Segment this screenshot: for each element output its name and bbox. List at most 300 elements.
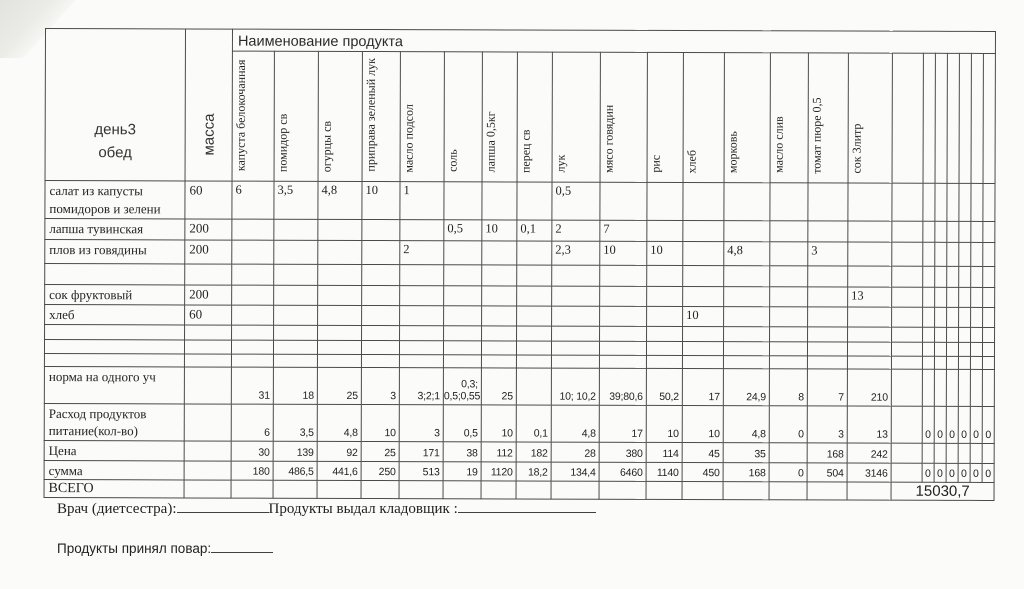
dish-value-cell xyxy=(362,264,400,285)
summary-value-cell: 168 xyxy=(807,443,847,463)
dish-value-cell xyxy=(274,240,318,264)
empty-cell xyxy=(935,287,947,307)
summary-extra-cell xyxy=(946,443,958,463)
product-column-header-7 xyxy=(517,52,552,182)
table-row xyxy=(44,480,994,501)
total-row-label: ВСЕГО xyxy=(44,480,184,498)
storekeeper-label: Продукты выдал кладовщик : xyxy=(268,501,458,517)
empty-cell xyxy=(892,222,923,242)
dish-value-cell xyxy=(847,356,891,369)
dish-value-cell xyxy=(517,241,552,265)
summary-value-cell: 1120 xyxy=(481,461,516,481)
dish-value-cell xyxy=(647,182,683,220)
summary-value-cell: 8 xyxy=(769,369,807,406)
dish-value-cell xyxy=(551,355,599,368)
empty-cell xyxy=(923,266,935,287)
dish-value-cell: 3,5 xyxy=(274,181,318,220)
empty-cell xyxy=(947,266,959,287)
dish-value-cell xyxy=(683,326,724,341)
dish-name-cell: плов из говядины xyxy=(45,239,185,263)
empty-cell xyxy=(958,356,970,369)
summary-extra-cell xyxy=(958,443,970,463)
dish-value-cell xyxy=(232,325,274,340)
empty-cell xyxy=(481,481,516,499)
summary-value-cell: 0,1 xyxy=(516,405,551,442)
summary-value-cell: 504 xyxy=(807,462,847,482)
empty-cell xyxy=(892,307,923,327)
empty-cell xyxy=(983,287,995,307)
dish-value-cell xyxy=(318,220,362,240)
summary-row-label: сумма xyxy=(44,460,184,480)
empty-cell xyxy=(922,342,934,356)
dish-value-cell xyxy=(517,182,552,220)
summary-extra-cell: 0 xyxy=(946,406,958,443)
dish-value-cell xyxy=(444,285,482,305)
empty-cell xyxy=(922,356,934,369)
summary-value-cell: 3 xyxy=(807,406,847,443)
empty-cell xyxy=(971,266,983,287)
product-column-header-rotated-label: мясо говядин xyxy=(601,104,616,173)
dish-value-cell xyxy=(848,242,892,266)
summary-extra-cell xyxy=(922,369,934,406)
empty-cell xyxy=(361,481,399,499)
dish-value-cell: 7 xyxy=(600,221,647,241)
empty-cell xyxy=(959,222,971,242)
summary-value-cell: 18 xyxy=(273,367,317,404)
empty-header-cell xyxy=(935,53,947,183)
dish-value-cell xyxy=(274,220,318,240)
empty-cell xyxy=(935,327,947,342)
empty-cell xyxy=(935,266,947,287)
summary-extra-cell xyxy=(934,369,946,406)
dish-value-cell xyxy=(683,183,724,222)
dish-value-cell xyxy=(400,264,444,285)
mass-value-cell xyxy=(185,325,232,340)
mass-value-cell: 200 xyxy=(185,219,232,239)
empty-cell xyxy=(959,183,971,221)
empty-cell xyxy=(947,327,959,342)
dish-value-cell xyxy=(482,182,517,220)
products-title-cell: Наименование продукта xyxy=(232,29,995,53)
summary-value-cell: 24,9 xyxy=(723,369,769,406)
dish-value-cell xyxy=(683,265,724,286)
dish-value-cell xyxy=(273,340,317,354)
summary-value-cell: 0,3; 0,5;0,55 xyxy=(443,368,481,405)
summary-value-cell: 242 xyxy=(847,443,891,463)
dish-value-cell xyxy=(600,182,647,221)
summary-value-cell: 6 xyxy=(231,404,273,441)
dish-value-cell xyxy=(682,355,723,368)
summary-extra-cell: 0 xyxy=(958,463,970,483)
dish-value-cell xyxy=(232,305,274,325)
empty-cell xyxy=(682,482,723,500)
summary-extra-cell xyxy=(891,463,922,483)
dish-value-cell xyxy=(770,307,808,327)
dish-value-cell xyxy=(683,221,724,241)
summary-value-cell: 38 xyxy=(443,442,481,462)
summary-extra-cell xyxy=(982,369,994,406)
dish-value-cell xyxy=(647,286,683,306)
empty-cell xyxy=(934,356,946,369)
summary-value-cell: 25 xyxy=(317,367,361,404)
summary-value-cell: 19 xyxy=(443,461,481,481)
empty-cell xyxy=(959,266,971,287)
empty-cell xyxy=(947,222,959,242)
dish-value-cell: 3 xyxy=(808,241,848,265)
dish-value-cell xyxy=(444,264,482,285)
table-row xyxy=(45,239,995,266)
table-row xyxy=(44,403,994,443)
dish-value-cell xyxy=(724,327,770,342)
empty-cell xyxy=(959,307,971,327)
dish-value-cell xyxy=(770,221,808,241)
dish-value-cell xyxy=(481,341,516,355)
dish-value-cell xyxy=(723,342,769,356)
dish-value-cell: 6 xyxy=(232,181,274,220)
dish-value-cell: 0,5 xyxy=(552,182,600,221)
summary-row-label: Расход продуктов питание(кол-во) xyxy=(44,403,184,441)
empty-cell xyxy=(769,482,807,500)
summary-value-cell: 441,6 xyxy=(317,461,361,481)
dish-value-cell xyxy=(444,306,482,326)
summary-extra-cell: 0 xyxy=(922,406,934,443)
product-column-header-12 xyxy=(724,53,770,183)
summary-value-cell: 0,5 xyxy=(443,405,481,442)
dish-value-cell xyxy=(723,356,769,369)
dish-value-cell: 2 xyxy=(400,240,444,264)
dish-value-cell xyxy=(552,306,600,326)
dish-value-cell xyxy=(232,285,274,305)
empty-cell xyxy=(807,482,847,500)
dish-value-cell xyxy=(647,326,683,341)
summary-value-cell: 486,5 xyxy=(273,461,317,481)
summary-value-cell: 450 xyxy=(682,462,723,482)
empty-cell xyxy=(959,287,971,307)
summary-value-cell: 250 xyxy=(361,461,399,481)
summary-extra-cell xyxy=(891,369,922,406)
summary-extra-cell: 0 xyxy=(934,406,946,443)
dish-value-cell xyxy=(517,265,552,286)
dish-value-cell xyxy=(232,264,274,285)
dish-value-cell: 0,5 xyxy=(444,220,482,240)
dish-value-cell xyxy=(847,342,891,356)
dish-value-cell xyxy=(770,327,808,342)
dish-value-cell xyxy=(808,286,848,306)
dish-value-cell: 10 xyxy=(683,306,724,326)
dish-value-cell xyxy=(318,285,362,305)
empty-cell xyxy=(231,480,273,498)
summary-value-cell: 171 xyxy=(399,442,443,462)
summary-value-cell: 3146 xyxy=(847,463,891,483)
summary-value-cell: 168 xyxy=(723,462,769,482)
mass-value-cell xyxy=(184,354,231,367)
dish-value-cell xyxy=(482,306,517,326)
summary-value-cell: 513 xyxy=(399,461,443,481)
empty-cell xyxy=(599,481,646,499)
dish-value-cell xyxy=(399,355,443,368)
product-column-header-5 xyxy=(444,52,482,182)
summary-value-cell: 45 xyxy=(682,443,723,463)
summary-value-cell: 210 xyxy=(847,369,891,406)
dish-value-cell xyxy=(231,354,273,367)
summary-value-cell: 114 xyxy=(646,442,682,462)
empty-cell xyxy=(971,222,983,242)
empty-cell xyxy=(551,481,599,499)
dish-value-cell xyxy=(231,340,273,354)
dish-value-cell xyxy=(683,241,724,265)
summary-extra-cell: 0 xyxy=(970,406,982,443)
cook-signature-blank xyxy=(211,540,273,553)
dish-value-cell xyxy=(848,266,892,287)
summary-extra-cell xyxy=(982,443,994,463)
empty-cell xyxy=(971,242,983,266)
summary-value-cell: 139 xyxy=(273,441,317,461)
dish-value-cell xyxy=(362,305,400,325)
meal-label: обед xyxy=(98,143,132,162)
empty-cell xyxy=(970,342,982,356)
dish-value-cell: 10 xyxy=(600,241,647,265)
dish-value-cell xyxy=(482,285,517,305)
mass-column-header-cell xyxy=(185,29,232,181)
dish-value-cell xyxy=(807,356,847,369)
summary-extra-cell: 0 xyxy=(922,463,934,483)
dish-value-cell xyxy=(770,286,808,306)
dish-value-cell xyxy=(724,265,770,286)
mass-value-cell: 60 xyxy=(185,305,232,325)
empty-cell xyxy=(971,307,983,327)
empty-cell xyxy=(959,242,971,266)
product-column-header-14 xyxy=(808,53,848,183)
product-column-header-rotated-label: помидор св xyxy=(275,113,290,172)
empty-cell xyxy=(847,482,891,500)
empty-header-cell xyxy=(892,53,923,183)
dish-value-cell: 10 xyxy=(647,241,683,265)
empty-cell xyxy=(935,183,947,221)
empty-cell xyxy=(971,287,983,307)
summary-value-cell: 1140 xyxy=(646,462,682,482)
summary-value-cell: 10 xyxy=(361,404,399,441)
dish-value-cell xyxy=(647,221,683,241)
dish-value-cell xyxy=(769,356,807,369)
summary-value-cell: 10 xyxy=(682,405,723,442)
empty-cell xyxy=(959,327,971,342)
summary-value-cell: 3 xyxy=(399,405,443,442)
dish-value-cell: 10 xyxy=(482,220,517,240)
summary-value-cell: 180 xyxy=(231,461,273,481)
product-column-header-2 xyxy=(318,51,362,181)
dish-value-cell xyxy=(362,220,400,240)
storekeeper-signature-blank xyxy=(458,500,596,513)
summary-value-cell: 4,8 xyxy=(317,404,361,441)
dish-value-cell xyxy=(318,305,362,325)
dish-value-cell xyxy=(274,325,318,340)
product-column-header-1 xyxy=(274,51,318,181)
empty-header-cell xyxy=(947,53,959,183)
product-column-header-rotated-label: хлеб xyxy=(684,149,699,174)
empty-cell xyxy=(723,482,769,500)
dish-value-cell xyxy=(443,355,481,368)
dish-value-cell xyxy=(362,325,400,340)
dish-value-cell xyxy=(361,340,399,354)
dish-value-cell xyxy=(600,265,647,286)
empty-cell xyxy=(184,480,231,498)
product-column-header-9 xyxy=(600,52,647,182)
summary-extra-cell xyxy=(970,369,982,406)
dish-value-cell xyxy=(808,221,848,241)
signature-line-doctor-storekeeper xyxy=(57,500,596,518)
dish-value-cell xyxy=(552,326,600,341)
table-row xyxy=(45,29,995,54)
signature-line-cook xyxy=(57,540,273,556)
empty-cell xyxy=(891,342,922,356)
dish-value-cell xyxy=(599,341,646,355)
summary-value-cell: 182 xyxy=(516,442,551,462)
dish-value-cell: 13 xyxy=(848,287,892,307)
product-column-header-rotated-label: капуста белокочанная xyxy=(233,60,248,172)
dish-value-cell xyxy=(443,341,481,355)
dish-value-cell xyxy=(848,183,892,222)
empty-cell xyxy=(892,183,923,221)
dish-value-cell xyxy=(361,354,399,367)
empty-cell xyxy=(983,242,995,266)
dish-value-cell xyxy=(808,327,848,342)
summary-value-cell: 4,8 xyxy=(723,406,769,443)
empty-cell xyxy=(935,242,947,266)
product-column-header-rotated-label: морковь xyxy=(725,131,740,174)
product-column-header-rotated-label: лапша 0,5кг xyxy=(483,111,498,173)
summary-extra-cell xyxy=(970,443,982,463)
summary-value-cell: 6460 xyxy=(599,462,646,482)
empty-cell xyxy=(923,327,935,342)
dish-value-cell xyxy=(482,264,517,285)
dish-value-cell: 2,3 xyxy=(552,241,600,265)
dish-value-cell xyxy=(646,355,682,368)
empty-cell xyxy=(946,342,958,356)
dish-value-cell: 4,8 xyxy=(724,241,770,265)
dish-value-cell xyxy=(517,306,552,326)
product-column-header-rotated-label: томат пюре 0,5 xyxy=(809,97,824,174)
doctor-label: Врач (диетсестра): xyxy=(57,501,177,517)
summary-value-cell: 112 xyxy=(481,442,516,462)
summary-value-cell: 39;80,6 xyxy=(599,368,646,405)
dish-value-cell xyxy=(724,221,770,241)
dish-value-cell xyxy=(482,240,517,264)
dish-value-cell xyxy=(444,240,482,264)
dish-value-cell xyxy=(552,265,600,286)
dish-value-cell xyxy=(647,265,683,286)
table-row xyxy=(44,366,994,406)
grand-total-value-cell: 15030,7 xyxy=(891,482,994,500)
dish-value-cell xyxy=(232,219,274,239)
table-row xyxy=(45,181,995,222)
dish-value-cell xyxy=(274,305,318,325)
empty-cell xyxy=(923,307,935,327)
summary-extra-cell: 0 xyxy=(946,463,958,483)
summary-value-cell: 10 xyxy=(646,405,682,442)
empty-cell xyxy=(184,404,231,441)
summary-extra-cell xyxy=(934,443,946,463)
dish-name-cell xyxy=(44,353,184,366)
product-column-header-13 xyxy=(770,53,808,183)
day-label: день3 xyxy=(94,120,136,138)
empty-cell xyxy=(184,441,231,461)
dish-value-cell xyxy=(600,326,647,341)
dish-value-cell xyxy=(232,240,274,264)
product-column-header-10 xyxy=(647,52,683,182)
summary-value-cell xyxy=(769,443,807,463)
summary-row-label: Цена xyxy=(44,441,184,461)
empty-cell xyxy=(934,342,946,356)
dish-value-cell xyxy=(600,286,647,306)
empty-cell xyxy=(983,266,995,287)
dish-value-cell xyxy=(318,264,362,285)
dish-value-cell xyxy=(362,285,400,305)
product-column-header-rotated-label: огурцы св xyxy=(319,120,334,172)
summary-extra-cell: 0 xyxy=(970,463,982,483)
summary-value-cell: 3 xyxy=(361,367,399,404)
mass-value-cell: 200 xyxy=(185,240,232,264)
empty-cell xyxy=(983,222,995,242)
dish-value-cell xyxy=(516,355,551,368)
dish-value-cell xyxy=(770,241,808,265)
summary-extra-cell: 0 xyxy=(982,463,994,483)
summary-value-cell: 17 xyxy=(682,368,723,405)
product-column-header-rotated-label: масло подсол xyxy=(401,103,416,173)
dish-value-cell xyxy=(318,325,362,340)
dish-value-cell xyxy=(682,341,723,355)
product-column-header-6 xyxy=(482,52,517,182)
empty-cell xyxy=(970,356,982,369)
dish-name-cell: салат из капусты помидоров и зелени xyxy=(45,181,185,220)
empty-cell xyxy=(971,183,983,221)
dish-value-cell xyxy=(273,354,317,367)
mass-value-cell xyxy=(185,264,232,285)
empty-header-cell xyxy=(923,53,935,183)
empty-cell xyxy=(273,480,317,498)
dish-value-cell xyxy=(848,221,892,241)
table-row xyxy=(45,263,995,287)
summary-value-cell: 10; 10,2 xyxy=(551,368,599,405)
summary-extra-cell: 0 xyxy=(958,406,970,443)
summary-extra-cell xyxy=(922,443,934,463)
summary-value-cell: 50,2 xyxy=(646,368,682,405)
summary-extra-cell xyxy=(891,443,922,463)
summary-value-cell xyxy=(516,368,551,405)
empty-cell xyxy=(982,342,994,356)
summary-value-cell: 25 xyxy=(361,442,399,462)
dish-value-cell xyxy=(807,342,847,356)
empty-cell xyxy=(892,327,923,342)
product-column-header-rotated-label: соль xyxy=(445,149,460,173)
empty-cell xyxy=(935,222,947,242)
summary-value-cell: 380 xyxy=(599,442,646,462)
mass-value-cell: 60 xyxy=(185,181,232,220)
dish-name-cell: хлеб xyxy=(45,304,185,325)
dish-value-cell xyxy=(517,326,552,341)
dish-value-cell xyxy=(848,307,892,327)
doctor-signature-blank xyxy=(177,500,269,513)
summary-row-label: норма на одного уч xyxy=(44,366,184,403)
dish-value-cell xyxy=(599,355,646,368)
dish-value-cell: 1 xyxy=(400,182,444,221)
empty-cell xyxy=(923,287,935,307)
dish-value-cell xyxy=(552,286,600,306)
dish-value-cell: 2 xyxy=(552,220,600,240)
dish-value-cell xyxy=(517,286,552,306)
summary-value-cell: 4,8 xyxy=(551,405,599,442)
empty-cell xyxy=(399,481,443,499)
dish-value-cell xyxy=(724,306,770,326)
